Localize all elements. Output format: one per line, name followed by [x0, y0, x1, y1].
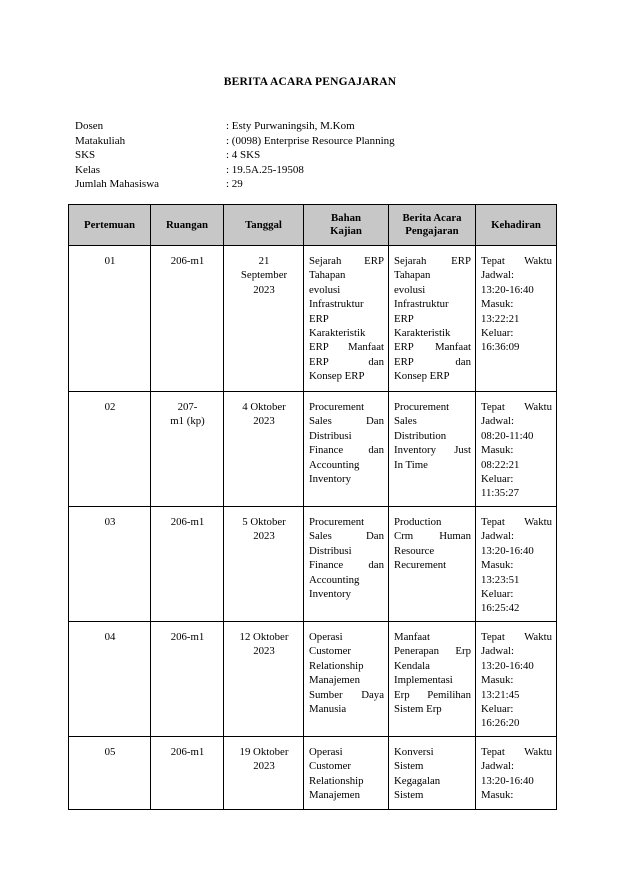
table-row [69, 246, 557, 392]
cell-line: Infrastruktur [309, 298, 364, 311]
cell-line: 2023 [253, 415, 275, 428]
cell-line: Konsep ERP [309, 370, 365, 383]
cell-line: 16:36:09 [481, 341, 520, 354]
cell-ruangan [151, 246, 224, 392]
cell-line: Recurement [394, 559, 447, 572]
cell-kehadiran [476, 392, 557, 507]
cell-line: Distribusi [309, 429, 352, 442]
cell-line: Tepat Waktu [481, 516, 552, 528]
cell-line: 13:20-16:40 [481, 544, 534, 557]
cell-line: Erp Pemilihan [394, 688, 471, 701]
cell-line: Masuk: [481, 298, 514, 311]
cell-line: Jadwal: [481, 530, 514, 543]
cell-line: In Time [394, 458, 428, 471]
info-label: Kelas [75, 163, 101, 176]
cell-line: Jadwal: [481, 269, 514, 282]
cell-line: Relationship [309, 774, 364, 787]
cell-line: Operasi [309, 631, 343, 643]
cell-line: Accounting [309, 458, 360, 471]
cell-line: Masuk: [481, 444, 514, 457]
cell-line: Tepat Waktu [481, 255, 552, 267]
cell-line: Distribusi [309, 544, 352, 557]
cell-line: 2023 [253, 530, 275, 543]
cell-line: Tepat Waktu [481, 746, 552, 758]
cell-berita-acara [389, 507, 476, 622]
cell-pertemuan: 04 [69, 622, 151, 737]
header-text: Berita Acara [402, 212, 462, 224]
cell-line: Manajemen [309, 674, 360, 687]
cell-line: Distribution [394, 429, 447, 442]
cell-bahan-kajian [304, 507, 389, 622]
cell-line: 2023 [253, 760, 275, 773]
cell-kehadiran [476, 622, 557, 737]
info-label: Dosen [75, 120, 104, 132]
cell-bahan-kajian [304, 622, 389, 737]
cell-line: Tepat Waktu [481, 401, 552, 413]
table-row [69, 392, 557, 507]
cell-line: Tepat Waktu [481, 631, 552, 643]
cell-line: 13:20-16:40 [481, 283, 534, 296]
cell-line: Konsep ERP [394, 370, 450, 383]
cell-ruangan [151, 392, 224, 507]
cell-line: Karakteristik [394, 327, 451, 340]
cell-line: Sistem [394, 789, 424, 802]
cell-line: Sales Dan [309, 530, 384, 543]
cell-line: 13:23:51 [481, 573, 520, 586]
cell-line: Procurement [309, 401, 365, 413]
cell-line: ERP Manfaat [309, 341, 384, 354]
cell-line: ERP dan [394, 355, 471, 368]
header-ruangan: Ruangan [151, 205, 224, 246]
cell-tanggal [224, 507, 304, 622]
cell-ruangan [151, 737, 224, 810]
cell-line: Implementasi [394, 674, 453, 687]
header-kehadiran: Kehadiran [476, 205, 557, 246]
cell-line: Kegagalan [394, 774, 441, 787]
cell-line: Customer [309, 645, 351, 658]
cell-tanggal [224, 737, 304, 810]
cell-line: Manfaat [394, 631, 430, 643]
cell-line: Tahapan [394, 269, 431, 282]
info-value: : 4 SKS [226, 149, 261, 162]
cell-line: Keluar: [481, 473, 514, 486]
cell-line: Inventory [309, 588, 351, 601]
cell-line: 13:21:45 [481, 688, 520, 701]
cell-line: Sumber Daya [309, 688, 384, 701]
cell-tanggal [224, 246, 304, 392]
info-label: Matakuliah [75, 134, 126, 147]
cell-line: 13:20-16:40 [481, 774, 534, 787]
info-row-matakuliah [75, 134, 395, 149]
info-value: : 29 [226, 178, 243, 191]
cell-kehadiran [476, 507, 557, 622]
cell-tanggal [224, 622, 304, 737]
info-label: SKS [75, 149, 96, 162]
info-value: : Esty Purwaningsih, M.Kom [226, 120, 355, 132]
cell-line: evolusi [309, 283, 341, 296]
cell-line: Masuk: [481, 674, 514, 687]
cell-line: Resource [394, 544, 435, 557]
cell-line: Jadwal: [481, 645, 514, 658]
cell-pertemuan: 03 [69, 507, 151, 622]
cell-line: Infrastruktur [394, 298, 449, 311]
cell-line: Accounting [309, 573, 360, 586]
cell-line: Customer [309, 760, 351, 773]
cell-line: 21 [258, 255, 270, 267]
cell-line: 2023 [253, 645, 275, 658]
cell-line: Manajemen [309, 789, 360, 802]
cell-line: 12 Oktober [239, 631, 289, 643]
table-row [69, 622, 557, 737]
cell-line: Sales Dan [309, 415, 384, 428]
cell-line: Inventory [309, 473, 351, 486]
header-tanggal: Tanggal [224, 205, 304, 246]
cell-line: Keluar: [481, 703, 514, 716]
cell-line: 5 Oktober [242, 516, 286, 528]
table-row [69, 507, 557, 622]
cell-line: 206-m1 [170, 516, 205, 528]
cell-line: Crm Human [394, 530, 471, 543]
cell-line: Sistem [394, 760, 424, 773]
cell-ruangan [151, 622, 224, 737]
cell-line: Sejarah ERP [394, 255, 471, 267]
cell-line: 08:20-11:40 [481, 429, 534, 442]
cell-bahan-kajian [304, 392, 389, 507]
cell-line: Operasi [309, 746, 343, 758]
info-row-sks [75, 148, 395, 163]
cell-line: Karakteristik [309, 327, 366, 340]
cell-line: 4 Oktober [242, 401, 286, 413]
cell-line: Finance dan [309, 444, 384, 457]
header-text: Kajian [330, 225, 362, 237]
cell-line: Keluar: [481, 327, 514, 340]
cell-line: 206-m1 [170, 631, 205, 643]
cell-berita-acara [389, 392, 476, 507]
cell-pertemuan: 05 [69, 737, 151, 810]
cell-kehadiran [476, 246, 557, 392]
cell-line: Masuk: [481, 789, 514, 802]
header-berita-acara [389, 205, 476, 246]
header-pertemuan: Pertemuan [69, 205, 151, 246]
cell-line: ERP Manfaat [394, 341, 471, 354]
cell-line: 13:22:21 [481, 312, 520, 325]
cell-line: 16:26:20 [481, 717, 520, 730]
cell-line: Tahapan [309, 269, 346, 282]
cell-line: 207- [177, 401, 198, 413]
course-info [75, 119, 395, 192]
attendance-table [68, 204, 557, 810]
info-row-jumlah-mahasiswa [75, 177, 395, 192]
cell-line: Kendala [394, 659, 430, 672]
cell-line: Finance dan [309, 559, 384, 572]
cell-tanggal [224, 392, 304, 507]
cell-line: Inventory Just [394, 444, 471, 457]
cell-line: Penerapan Erp [394, 645, 471, 658]
cell-bahan-kajian [304, 246, 389, 392]
cell-line: Procurement [394, 401, 450, 413]
cell-line: m1 (kp) [170, 415, 205, 428]
cell-line: 13:20-16:40 [481, 659, 534, 672]
document-title: BERITA ACARA PENGAJARAN [223, 76, 397, 88]
info-row-dosen [75, 119, 395, 134]
cell-line: ERP dan [309, 355, 384, 368]
table-header-row [69, 205, 557, 246]
cell-line: 16:25:42 [481, 602, 520, 615]
cell-pertemuan: 01 [69, 246, 151, 392]
cell-line: Masuk: [481, 559, 514, 572]
cell-line: 08:22:21 [481, 458, 520, 471]
table-row [69, 737, 557, 810]
cell-line: 206-m1 [170, 255, 205, 267]
info-value: : (0098) Enterprise Resource Planning [226, 134, 395, 147]
info-label: Jumlah Mahasiswa [75, 178, 160, 191]
cell-line: 2023 [253, 283, 275, 296]
cell-line: Manusia [309, 703, 347, 716]
cell-line: September [240, 269, 288, 282]
info-value: : 19.5A.25-19508 [226, 163, 304, 176]
cell-line: Sales [394, 415, 417, 428]
header-text: Bahan [330, 212, 361, 224]
cell-ruangan [151, 507, 224, 622]
cell-line: Procurement [309, 516, 365, 528]
cell-line: 19 Oktober [239, 746, 289, 758]
cell-line: ERP [309, 312, 329, 325]
cell-line: Jadwal: [481, 415, 514, 428]
cell-berita-acara [389, 246, 476, 392]
cell-berita-acara [389, 622, 476, 737]
cell-line: Jadwal: [481, 760, 514, 773]
cell-line: Sejarah ERP [309, 255, 384, 267]
cell-line: Sistem Erp [394, 703, 442, 716]
header-bahan-kajian [304, 205, 389, 246]
cell-line: 11:35:27 [481, 487, 519, 500]
cell-line: Keluar: [481, 588, 514, 601]
cell-kehadiran [476, 737, 557, 810]
cell-bahan-kajian [304, 737, 389, 810]
info-row-kelas [75, 163, 395, 178]
header-text: Pengajaran [405, 225, 459, 237]
cell-line: 206-m1 [170, 746, 205, 758]
cell-line: Production [394, 516, 442, 528]
cell-line: evolusi [394, 283, 426, 296]
cell-berita-acara [389, 737, 476, 810]
cell-pertemuan: 02 [69, 392, 151, 507]
cell-line: Konversi [394, 746, 434, 758]
cell-line: Relationship [309, 659, 364, 672]
cell-line: ERP [394, 312, 414, 325]
